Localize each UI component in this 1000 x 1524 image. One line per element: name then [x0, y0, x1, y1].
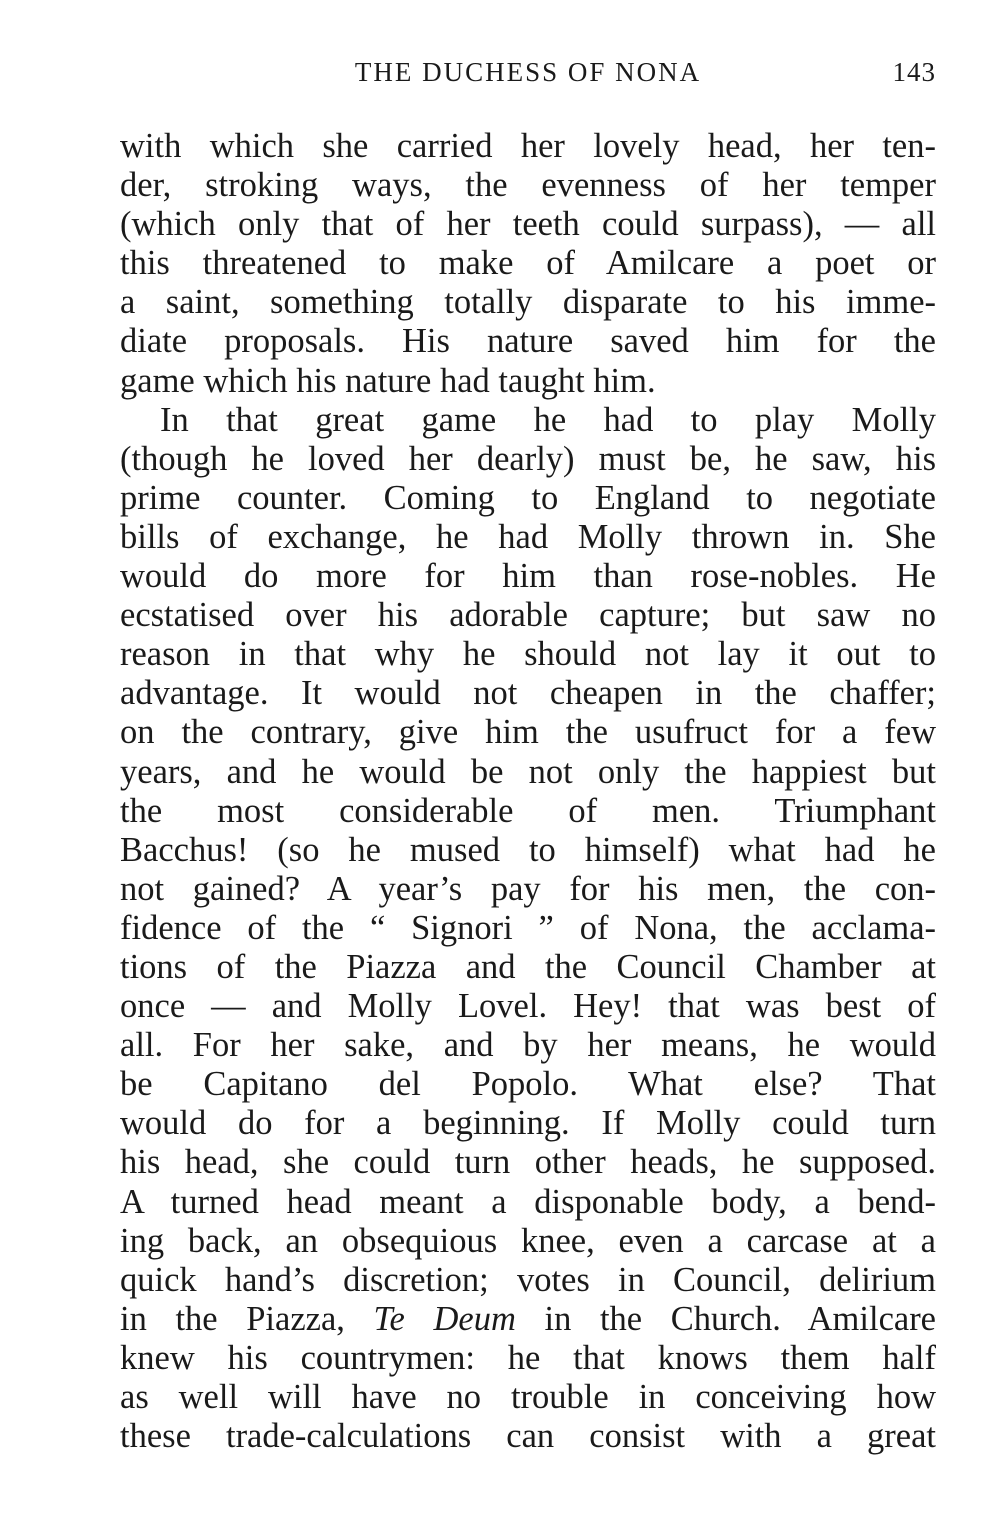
- paragraph: [120, 127, 936, 401]
- italic-phrase: Te Deum: [373, 1299, 516, 1338]
- text-line: prime counter. Coming to England to negotiate: [120, 478, 936, 517]
- text-line: a saint, something totally disparate to his imme-: [120, 283, 936, 322]
- text-line: all. For her sake, and by her means, he would: [120, 1026, 936, 1065]
- paragraph: [120, 401, 936, 1457]
- text-line: diate proposals. His nature saved him for the: [120, 322, 936, 361]
- text-line: A turned head meant a disponable body, a bend-: [120, 1182, 936, 1221]
- page-number: 143: [892, 57, 936, 87]
- text-line: these trade-calculations can consist with a great: [120, 1417, 936, 1456]
- text-line: game which his nature had taught him.: [120, 361, 656, 400]
- text-line: knew his countrymen: he that knows them half: [120, 1338, 936, 1377]
- text-line: [120, 1300, 936, 1339]
- text-line: advantage. It would not cheapen in the chaffer;: [120, 674, 936, 713]
- running-head-title: THE DUCHESS OF NONA: [354, 57, 702, 87]
- text-line: ing back, an obsequious knee, even a carcase at a: [120, 1221, 936, 1260]
- text-line: Bacchus! (so he mused to himself) what had he: [120, 830, 936, 869]
- text-line: the most considerable of men. Triumphant: [120, 791, 936, 830]
- text-line: on the contrary, give him the usufruct for a few: [120, 713, 936, 752]
- text-line: be Capitano del Popolo. What else? That: [120, 1065, 936, 1104]
- text-line: once — and Molly Lovel. Hey! that was best of: [120, 987, 936, 1026]
- text-line: as well will have no trouble in conceiving how: [120, 1378, 936, 1416]
- text-line: with which she carried her lovely head, her ten-: [120, 127, 936, 165]
- text-line: quick hand’s discretion; votes in Council, delirium: [120, 1260, 936, 1299]
- text-line: der, stroking ways, the evenness of her temper: [120, 166, 936, 205]
- text-line: would do for a beginning. If Molly could turn: [120, 1104, 936, 1143]
- text-line: years, and he would be not only the happiest but: [120, 752, 936, 791]
- text-line: his head, she could turn other heads, he supposed.: [120, 1143, 936, 1182]
- text-run: in the Church. Amilcare: [515, 1299, 936, 1338]
- text-line: reason in that why he should not lay it out to: [120, 635, 936, 674]
- text-line: In that great game he had to play Molly: [160, 400, 936, 439]
- text-line: (though he loved her dearly) must be, he saw, his: [120, 439, 936, 478]
- running-head: [120, 52, 936, 92]
- text-line: would do more for him than rose-nobles. He: [120, 557, 936, 596]
- text-line: ecstatised over his adorable capture; but saw no: [120, 596, 936, 635]
- text-line: bills of exchange, he had Molly thrown in. She: [120, 517, 936, 556]
- text-run: in the Piazza,: [120, 1299, 374, 1338]
- text-line: tions of the Piazza and the Council Chamber at: [120, 947, 936, 986]
- text-line: (which only that of her teeth could surpass), — all: [120, 205, 936, 244]
- text-line: fidence of the “ Signori ” of Nona, the acclama-: [120, 908, 936, 947]
- text-line: not gained? A year’s pay for his men, the con-: [120, 869, 936, 908]
- text-line: this threatened to make of Amilcare a poet or: [120, 244, 936, 283]
- body-text: [120, 127, 936, 1456]
